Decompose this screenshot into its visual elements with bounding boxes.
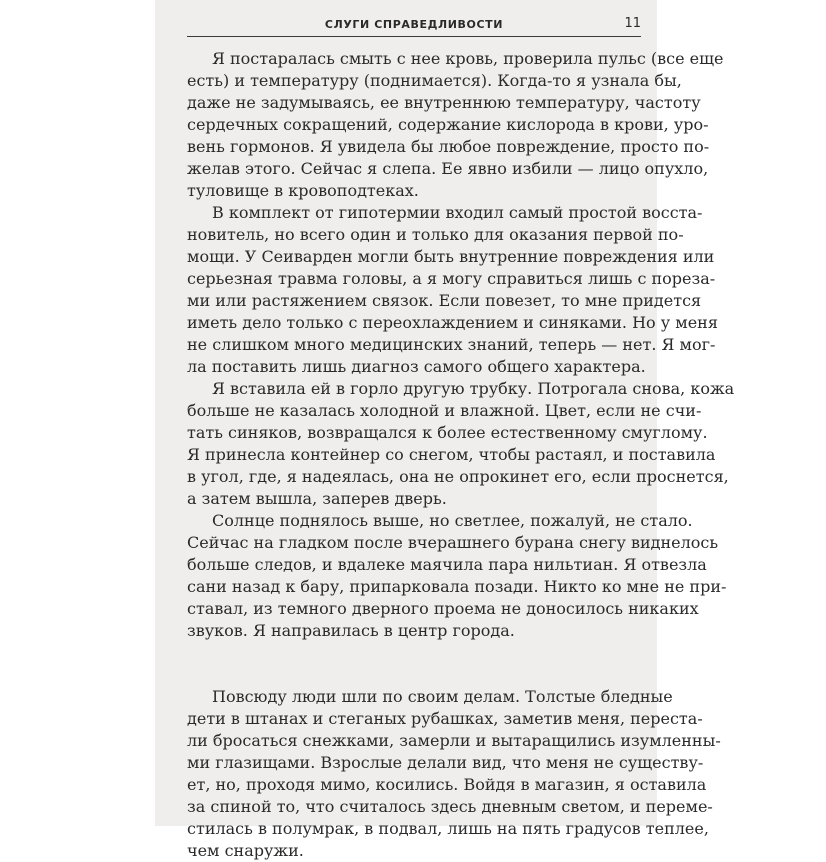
body-text bbox=[187, 48, 735, 862]
text-line: дети в штанах и стеганых рубашках, заметив меня, переста- bbox=[187, 709, 703, 728]
text-line: ли бросаться снежками, замерли и вытаращились изумленны- bbox=[187, 731, 721, 750]
text-line: туловище в кровоподтеках. bbox=[187, 181, 419, 200]
text-line: Я постаралась смыть с нее кровь, проверила пульс (все еще bbox=[212, 49, 724, 68]
text-line: серьезная травма головы, а я могу справиться лишь с пореза- bbox=[187, 269, 716, 288]
text-line: больше следов, и вдалеке маячила пара нильтиан. Я отвезла bbox=[187, 555, 707, 574]
text-line: Солнце поднялось выше, но светлее, пожалуй, не стало. bbox=[212, 511, 693, 530]
page-number: 11 bbox=[624, 16, 641, 31]
text-line: тать синяков, возвращался к более естественному смуглому. bbox=[187, 423, 708, 442]
running-title: СЛУГИ СПРАВЕДЛИВОСТИ bbox=[324, 18, 504, 31]
text-line: мощи. У Сеиварден могли быть внутренние повреждения или bbox=[187, 247, 715, 266]
text-line: вень гормонов. Я увидела бы любое повреждение, просто по- bbox=[187, 137, 710, 156]
running-header bbox=[187, 14, 641, 37]
text-line: новитель, но всего один и только для оказания первой по- bbox=[187, 225, 684, 244]
text-line: даже не задумываясь, ее внутреннюю температуру, частоту bbox=[187, 93, 701, 112]
text-line: сани назад к бару, припарковала позади. Никто ко мне не при- bbox=[187, 577, 727, 596]
text-line: за спиной то, что считалось здесь дневным светом, и переме- bbox=[187, 797, 713, 816]
text-line: ла поставить лишь диагноз самого общего характера. bbox=[187, 357, 646, 376]
text-line: ми глазищами. Взрослые делали вид, что меня не существу- bbox=[187, 753, 704, 772]
text-line: Повсюду люди шли по своим делам. Толстые бледные bbox=[212, 687, 673, 706]
text-line: стилась в полумрак, в подвал, лишь на пять градусов теплее, bbox=[187, 819, 709, 838]
text-line: желав этого. Сейчас я слепа. Ее явно избили — лицо опухло, bbox=[187, 159, 709, 178]
text-line: В комплект от гипотермии входил самый простой восста- bbox=[212, 203, 703, 222]
text-line: в угол, где, я надеялась, она не опрокинет его, если проснется, bbox=[187, 467, 729, 486]
paragraph bbox=[187, 378, 735, 510]
paragraph bbox=[187, 202, 718, 378]
text-line: не слишком много медицинских знаний, теперь — нет. Я мог- bbox=[187, 335, 716, 354]
text-line: звуков. Я направилась в центр города. bbox=[187, 621, 515, 640]
paragraph bbox=[187, 510, 727, 642]
text-line: Я принесла контейнер со снегом, чтобы растаял, и поставила bbox=[187, 445, 716, 464]
text-line: есть) и температуру (поднимается). Когда-то я узнала бы, bbox=[187, 71, 682, 90]
text-line: ставал, из темного дверного проема не доносилось никаких bbox=[187, 599, 699, 618]
text-line: чем снаружи. bbox=[187, 841, 304, 860]
section-break bbox=[187, 642, 657, 686]
paragraph bbox=[187, 686, 721, 862]
text-line: Я вставила ей в горло другую трубку. Потрогала снова, кожа bbox=[212, 379, 735, 398]
book-page bbox=[155, 0, 735, 860]
text-line: ет, но, проходя мимо, косились. Войдя в магазин, я оставила bbox=[187, 775, 707, 794]
text-line: а затем вышла, заперев дверь. bbox=[187, 489, 447, 508]
text-line: иметь дело только с переохлаждением и синяками. Но у меня bbox=[187, 313, 718, 332]
text-line: больше не казалась холодной и влажной. Цвет, если не счи- bbox=[187, 401, 702, 420]
text-line: сердечных сокращений, содержание кислорода в крови, уро- bbox=[187, 115, 709, 134]
text-line: ми или растяжением связок. Если повезет, то мне придется bbox=[187, 291, 702, 310]
text-line: Сейчас на гладком после вчерашнего бурана снегу виднелось bbox=[187, 533, 719, 552]
paragraph bbox=[187, 48, 724, 202]
